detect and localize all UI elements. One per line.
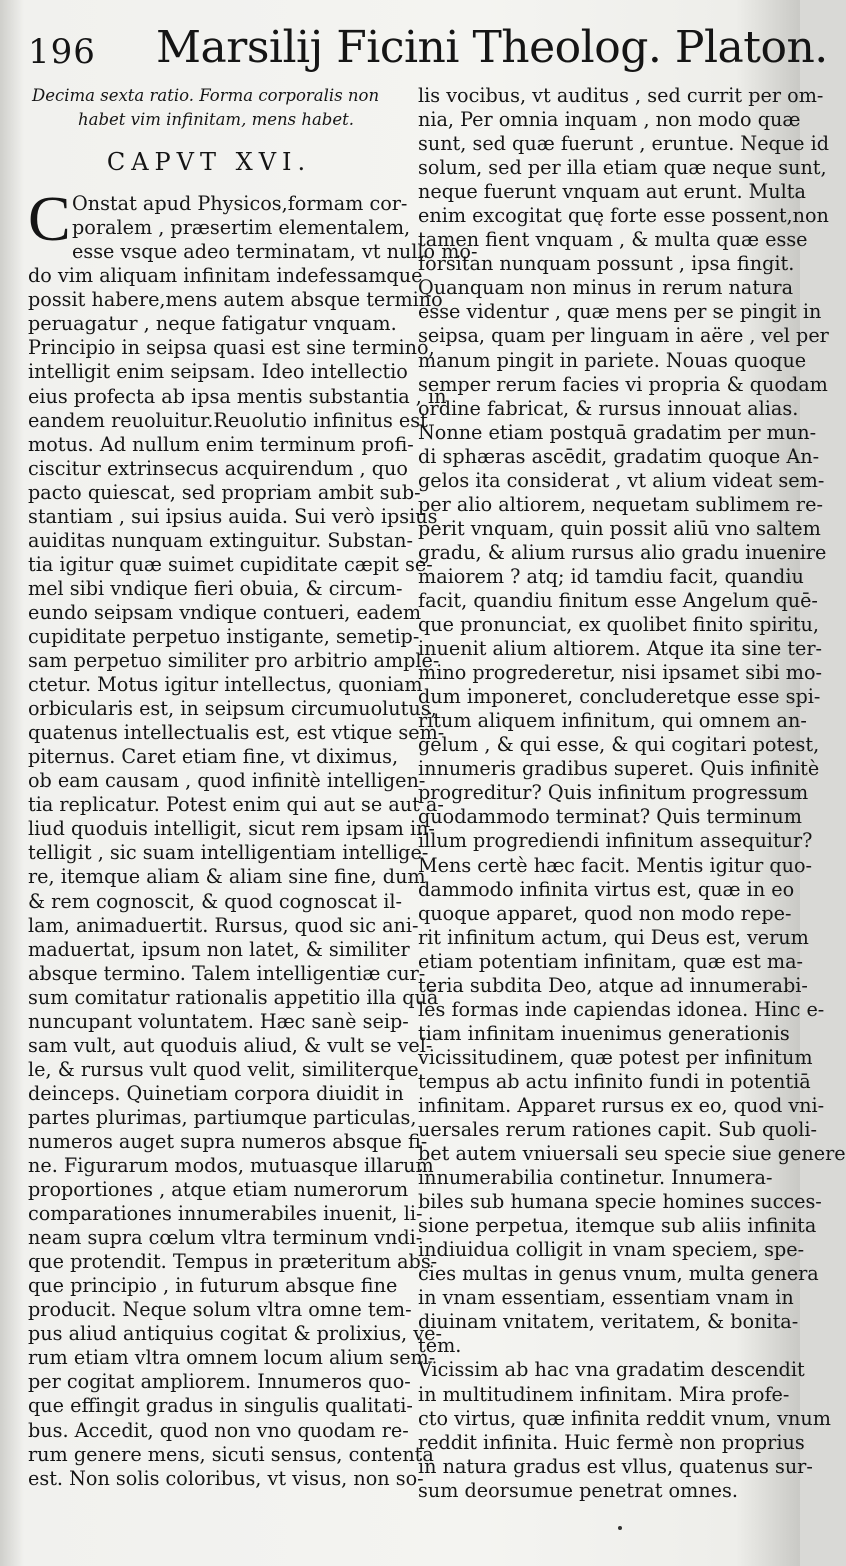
text-line: in vnam essentiam, essentiam vnam in [418, 1286, 794, 1310]
right-column-text [418, 84, 846, 1358]
text-line: sam vult, aut quoduis aliud, & vult se vel- [28, 1033, 433, 1057]
text-line: poralem , præsertim elementalem, [72, 216, 411, 240]
text-line: tiam infinitam inuenimus generationis [418, 1021, 790, 1045]
text-line: gelum , & qui esse, & qui cogitari potest, [418, 733, 820, 757]
text-line: intelligit enim seipsam. Ideo intellectio [28, 360, 408, 384]
text-line: orbicularis est, in seipsum circumuolutus, [28, 697, 437, 721]
text-line: diuinam vnitatem, veritatem, & bonita- [418, 1310, 799, 1334]
text-line: cto virtus, quæ infinita reddit vnum, vnum [418, 1406, 831, 1430]
text-line: dammodo infinita virtus est, quæ in eo [418, 877, 795, 901]
text-line: per cogitat ampliorem. Innumeros quo- [28, 1370, 411, 1394]
text-line: sunt, sed quæ fuerunt , eruntue. Neque id [418, 132, 830, 156]
text-line: mino progrederetur, nisi ipsamet sibi mo- [418, 661, 823, 685]
text-line: esse videntur , quæ mens per se pingit in [418, 300, 822, 324]
text-line: bet autem vniuersali seu specie siue genere [418, 1142, 846, 1166]
text-line: pacto quiescat, sed propriam ambit sub- [28, 480, 421, 504]
text-line: innumeris gradibus superet. Quis infinitè [418, 757, 820, 781]
text-line: sum deorsumue penetrat omnes. [418, 1478, 738, 1502]
text-line: forsitan nunquam possunt , ipsa fingit. [418, 252, 795, 276]
text-line: liud quoduis intelligit, sicut rem ipsam in- [28, 817, 435, 841]
text-line: possit habere,mens autem absque termino [28, 288, 443, 312]
page-number: 196 [28, 32, 96, 72]
text-line: rum genere mens, sicuti sensus, contenta [28, 1442, 434, 1466]
text-line: ritum aliquem infinitum, qui omnem an- [418, 709, 807, 733]
text-line: lis vocibus, vt auditus , sed currit per om- [418, 84, 824, 107]
text-line: reddit infinita. Huic fermè non proprius [418, 1430, 805, 1454]
text-line: eandem reuoluitur.Reuolutio infinitus est [28, 408, 428, 432]
text-line: tia replicatur. Potest enim qui aut se aut a- [28, 793, 444, 817]
text-line: auiditas nunquam extinguitur. Substan- [28, 528, 414, 552]
text-line: infinitam. Apparet rursus ex eo, quod vni- [418, 1093, 825, 1117]
text-line: vicissitudinem, quæ potest per infinitum [418, 1045, 813, 1069]
text-line: piternus. Caret etiam fine, vt diximus, [28, 745, 399, 769]
text-line: & rem cognoscit, & quod cognoscat il- [28, 889, 402, 913]
text-line: Mens certè hæc facit. Mentis igitur quo- [418, 853, 813, 877]
text-line: absque termino. Talem intelligentiæ cur- [28, 961, 426, 985]
chapter-argument [28, 84, 390, 132]
text-line: est. Non solis coloribus, vt visus, non so- [28, 1466, 424, 1490]
text-line: lam, animaduertit. Rursus, quod sic ani- [28, 913, 419, 937]
text-line: Quanquam non minus in rerum natura [418, 276, 794, 300]
text-line: deinceps. Quinetiam corpora diuidit in [28, 1081, 404, 1105]
right-column-paragraph [418, 1358, 831, 1502]
drop-cap: C [28, 183, 71, 255]
text-line: mel sibi vndique fieri obuia, & circum- [28, 576, 403, 600]
text-line: peruagatur , neque fatigatur vnquam. [28, 312, 397, 336]
text-line: les formas inde capiendas idonea. Hinc e- [418, 997, 825, 1021]
text-line: semper rerum facies vi propria & quodam [418, 372, 828, 396]
text-line: Principio in seipsa quasi est sine termino, [28, 336, 435, 360]
text-line: nia, Per omnia inquam , non modo quæ [418, 108, 801, 132]
text-line: in natura gradus est vllus, quatenus sur- [418, 1454, 813, 1478]
text-line: per alio altiorem, nequetam sublimem re- [418, 492, 823, 516]
page-header [28, 18, 828, 78]
left-column-text [28, 240, 478, 1490]
text-line: proportiones , atque etiam numerorum [28, 1178, 409, 1202]
text-line: que protendit. Tempus in præteritum abs- [28, 1250, 438, 1274]
text-line: teria subdita Deo, atque ad innumerabi- [418, 973, 808, 997]
argument-line: Decima sexta ratio. Forma corporalis non [32, 86, 380, 105]
text-line: quoque apparet, quod non modo repe- [418, 901, 792, 925]
text-line: eundo seipsam vndique contueri, eadem [28, 600, 422, 624]
text-line: quodammodo terminat? Quis terminum [418, 805, 802, 829]
text-line: gelos ita considerat , vt alium videat sem- [418, 468, 825, 492]
text-line: progreditur? Quis infinitum progressum [418, 781, 809, 805]
text-line: que pronunciat, ex quolibet finito spiritu, [418, 613, 819, 637]
text-line: sione perpetua, itemque sub aliis infinita [418, 1214, 817, 1238]
text-line: biles sub humana specie homines succes- [418, 1190, 822, 1214]
text-line: telligit , sic suam intelligentiam intellige- [28, 841, 429, 865]
text-line: tem. [418, 1334, 462, 1358]
text-line: Onstat apud Physicos,formam cor- [72, 192, 408, 216]
right-column [418, 84, 846, 1503]
text-line: sum comitatur rationalis appetitio illa quā [28, 985, 439, 1009]
chapter-heading: CAPVT XVI. [106, 148, 312, 177]
text-line: partes plurimas, partiumque particulas, [28, 1105, 417, 1129]
text-line: solum, sed per illa etiam quæ neque sunt, [418, 156, 827, 180]
text-line: rum etiam vltra omnem locum alium sem- [28, 1346, 436, 1370]
left-column [28, 84, 478, 1491]
text-line: re, itemque aliam & aliam sine fine, dum [28, 865, 426, 889]
text-line: bus. Accedit, quod non vno quodam re- [28, 1418, 409, 1442]
text-line: quatenus intellectualis est, est vtique sem- [28, 721, 445, 745]
text-line: comparationes innumerabiles inuenit, li- [28, 1202, 423, 1226]
text-line: tamen fient vnquam , & multa quæ esse [418, 228, 808, 252]
text-line: gradu, & alium rursus alio gradu inuenire [418, 540, 827, 564]
text-line: maiorem ? atq; id tamdiu facit, quandiu [418, 564, 804, 588]
text-line: esse vsque adeo terminatam, vt nullo mo- [72, 240, 478, 264]
text-line: que effingit gradus in singulis qualitati- [28, 1394, 413, 1418]
text-line: pus aliud antiquius cogitat & prolixius, ve- [28, 1322, 442, 1346]
text-line: Vicissim ab hac vna gradatim descendit [418, 1358, 805, 1382]
text-line: etiam potentiam infinitam, quæ est ma- [418, 949, 804, 973]
text-line: ob eam causam , quod infinitè intelligen- [28, 769, 426, 793]
text-line: nuncupant voluntatem. Hæc sanè seip- [28, 1009, 409, 1033]
text-line: enim excogitat quę forte esse possent,non [418, 204, 829, 228]
text-line: dum imponeret, concluderetque esse spi- [418, 685, 821, 709]
text-line: maduertat, ipsum non latet, & similiter [28, 937, 410, 961]
text-line: eius profecta ab ipsa mentis substantia , in [28, 384, 447, 408]
text-line: ordine fabricat, & rursus innouat alias. [418, 396, 799, 420]
text-line: motus. Ad nullum enim terminum profi- [28, 432, 414, 456]
text-line: cies multas in genus vnum, multa genera [418, 1262, 819, 1286]
text-line: Nonne etiam postquā gradatim per mun- [418, 420, 817, 444]
text-line: innumerabilia continetur. Innumera- [418, 1166, 773, 1190]
text-line: manum pingit in pariete. Nouas quoque [418, 348, 807, 372]
text-line: uersales rerum rationes capit. Sub quoli- [418, 1118, 817, 1142]
text-line: tempus ab actu infinito fundi in potentiā [418, 1069, 811, 1093]
text-line: stantiam , sui ipsius auida. Sui verò ipsius [28, 504, 438, 528]
text-line: facit, quandiu finitum esse Angelum quē- [418, 588, 818, 612]
text-line: sam perpetuo similiter pro arbitrio ample- [28, 649, 440, 673]
argument-line: habet vim infinitam, mens habet. [78, 110, 354, 130]
text-line: cupiditate perpetuo instigante, semetip- [28, 624, 420, 648]
running-title: Marsilij Ficini Theolog. Platon. [156, 22, 828, 73]
text-line: que principio , in futurum absque fine [28, 1274, 398, 1298]
text-line: neam supra cœlum vltra terminum vndi- [28, 1226, 423, 1250]
text-line: numeros auget supra numeros absque fi- [28, 1129, 428, 1153]
text-line: indiuidua colligit in vnam speciem, spe- [418, 1238, 805, 1262]
text-line: in multitudinem infinitam. Mira profe- [418, 1382, 790, 1406]
text-line: ciscitur extrinsecus acquirendum , quo [28, 456, 408, 480]
text-line: seipsa, quam per linguam in aëre , vel per [418, 324, 829, 348]
text-line: tia igitur quæ suimet cupiditate cæpit se- [28, 552, 433, 576]
text-line: ne. Figurarum modos, mutuasque illarum [28, 1154, 434, 1178]
text-line: inuenit alium altiorem. Atque ita sine ter- [418, 637, 822, 661]
text-line: neque fuerunt vnquam aut erunt. Multa [418, 180, 806, 204]
text-line: producit. Neque solum vltra omne tem- [28, 1298, 412, 1322]
text-line: ctetur. Motus igitur intellectus, quoniam [28, 673, 423, 697]
text-line: di sphæras ascēdit, gradatim quoque An- [418, 444, 820, 468]
text-line: illum progrediendi infinitum assequitur? [418, 829, 813, 853]
text-line: perit vnquam, quin possit aliū vno saltem [418, 516, 821, 540]
text-line: rit infinitum actum, qui Deus est, verum [418, 925, 809, 949]
text-line: le, & rursus vult quod velit, similiterque [28, 1057, 419, 1081]
ink-speck [618, 1526, 622, 1530]
text-line: do vim aliquam infinitam indefessamque [28, 264, 423, 288]
